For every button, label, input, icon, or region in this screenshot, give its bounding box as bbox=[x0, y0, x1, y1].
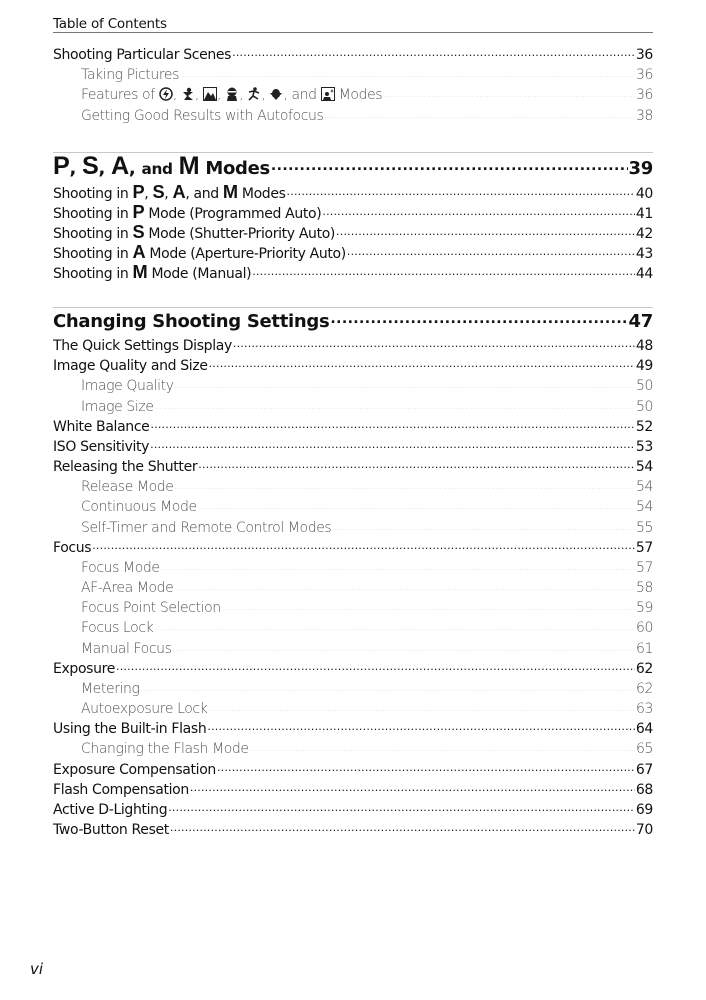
toc-entry[interactable] bbox=[81, 641, 653, 661]
toc-entry-page: 53 bbox=[635, 438, 653, 455]
label-text: , bbox=[98, 158, 106, 179]
leader-dots bbox=[347, 247, 635, 258]
toc-entry-page: 49 bbox=[635, 358, 653, 375]
toc-entry[interactable] bbox=[81, 701, 653, 721]
toc-entry-label: Taking Pictures bbox=[81, 67, 179, 83]
label-text: Shooting in bbox=[53, 186, 129, 202]
leader-dots bbox=[383, 92, 635, 99]
running-header-title: Table of Contents bbox=[53, 16, 167, 32]
leader-dots bbox=[141, 686, 635, 693]
mode-p-icon: P bbox=[132, 183, 145, 202]
chapter-heading[interactable] bbox=[53, 311, 653, 337]
toc-entry-label: Image Quality and Size bbox=[53, 358, 208, 375]
label-text: Shooting in bbox=[53, 206, 129, 222]
toc-entry-page: 54 bbox=[635, 459, 653, 475]
toc-entry-label: The Quick Settings Display bbox=[53, 338, 232, 354]
toc-entry-page: 43 bbox=[635, 246, 653, 262]
mode-p-icon: P bbox=[132, 203, 145, 222]
toc-entry-page: 68 bbox=[635, 781, 653, 798]
chapter-heading[interactable] bbox=[53, 154, 653, 180]
chapter-heading-label bbox=[53, 154, 270, 179]
toc-entry-label: Active D-Lighting bbox=[53, 801, 168, 818]
label-text: Shooting in bbox=[53, 266, 129, 282]
toc-entry[interactable] bbox=[53, 762, 653, 782]
toc-entry[interactable] bbox=[53, 223, 653, 243]
mode-s-icon: S bbox=[132, 223, 145, 242]
toc-entry-page: 36 bbox=[635, 47, 653, 63]
chapter-heading-label: Changing Shooting Settings bbox=[53, 311, 330, 332]
close-up-icon bbox=[269, 87, 283, 101]
toc-entry-page: 69 bbox=[635, 801, 653, 818]
leader-dots bbox=[92, 541, 635, 552]
toc-entry-label: Exposure bbox=[53, 660, 116, 677]
leader-dots bbox=[336, 227, 635, 238]
toc-entry-label: ISO Sensitivity bbox=[53, 438, 150, 455]
toc-entry-page: 55 bbox=[635, 519, 653, 536]
leader-dots bbox=[150, 420, 634, 431]
toc-entry-page: 40 bbox=[635, 186, 653, 202]
section-divider bbox=[53, 307, 653, 308]
leader-dots bbox=[170, 823, 635, 834]
toc-entry-label bbox=[53, 263, 251, 282]
leader-dots bbox=[116, 662, 635, 673]
mode-s-icon: S bbox=[152, 183, 165, 202]
portrait-icon bbox=[181, 87, 195, 101]
leader-dots bbox=[250, 746, 635, 753]
toc-entry-label: Exposure Compensation bbox=[53, 761, 216, 778]
chapter-heading-page: 39 bbox=[628, 158, 653, 179]
toc-entry-label: Releasing the Shutter bbox=[53, 459, 198, 475]
toc-entry[interactable] bbox=[81, 479, 653, 499]
toc-entry-page: 52 bbox=[635, 418, 653, 435]
toc-entry[interactable] bbox=[53, 358, 653, 378]
toc-entry-page: 54 bbox=[635, 499, 653, 516]
leader-dots bbox=[168, 803, 635, 814]
mode-p-icon: P bbox=[53, 154, 70, 180]
sports-icon bbox=[247, 87, 261, 101]
toc-entry-label: Manual Focus bbox=[81, 640, 172, 657]
leader-dots bbox=[209, 359, 635, 370]
leader-dots bbox=[208, 706, 635, 713]
toc-entry-page: 50 bbox=[635, 378, 653, 395]
toc-entry-page: 42 bbox=[635, 226, 653, 242]
label-text: and bbox=[141, 160, 173, 178]
toc-entry[interactable] bbox=[81, 620, 653, 640]
section-divider bbox=[53, 152, 653, 153]
toc-entry[interactable] bbox=[81, 520, 653, 540]
toc-entry[interactable] bbox=[53, 661, 653, 681]
leader-dots bbox=[174, 585, 635, 592]
mode-a-icon: A bbox=[172, 183, 186, 202]
label-text: , bbox=[128, 158, 136, 179]
toc-entry-label bbox=[53, 243, 346, 262]
label-text: , bbox=[69, 158, 77, 179]
toc-entry-label bbox=[53, 223, 335, 242]
leader-dots bbox=[324, 113, 635, 120]
toc-entry[interactable] bbox=[81, 560, 653, 580]
running-header bbox=[53, 13, 653, 33]
toc-entry-page: 41 bbox=[635, 206, 653, 222]
toc-entry-label: Continuous Mode bbox=[81, 499, 197, 516]
toc-entry[interactable] bbox=[53, 183, 653, 203]
toc-entry[interactable] bbox=[53, 263, 653, 283]
toc-entry-page: 59 bbox=[635, 600, 653, 617]
leader-dots bbox=[271, 160, 628, 174]
toc-entry-page: 57 bbox=[635, 559, 653, 576]
toc-entry-page: 70 bbox=[635, 822, 653, 839]
toc-entry-page: 63 bbox=[635, 701, 653, 718]
leader-dots bbox=[252, 267, 635, 278]
toc-entry-label: Focus bbox=[53, 539, 92, 556]
leader-dots bbox=[198, 460, 635, 471]
toc-entry-label: Getting Good Results with Autofocus bbox=[81, 108, 324, 124]
toc-entry[interactable] bbox=[81, 108, 653, 128]
toc-entry-label: Image Quality bbox=[81, 378, 174, 395]
toc-entry-label: Self-Timer and Remote Control Modes bbox=[81, 519, 332, 536]
toc-entry-page: 67 bbox=[635, 761, 653, 778]
leader-dots bbox=[232, 48, 635, 59]
toc-entry-page: 57 bbox=[635, 539, 653, 556]
mode-a-icon: A bbox=[111, 154, 129, 180]
toc-entry[interactable] bbox=[81, 378, 653, 398]
toc-entry-label: Two-Button Reset bbox=[53, 822, 169, 839]
toc-entry-label: Image Size bbox=[81, 398, 154, 415]
mode-a-icon: A bbox=[132, 243, 146, 262]
toc-entry[interactable] bbox=[53, 459, 653, 479]
toc-entry-page: 54 bbox=[635, 479, 653, 496]
toc-entry[interactable] bbox=[53, 47, 653, 67]
label-text: , and bbox=[185, 186, 219, 202]
child-icon bbox=[225, 87, 239, 101]
label-text: Mode (Manual) bbox=[151, 266, 252, 282]
toc-entry-label: Focus Point Selection bbox=[81, 600, 221, 617]
leader-dots bbox=[173, 646, 635, 653]
toc-entry-page: 62 bbox=[635, 680, 653, 697]
label-text: Mode (Aperture-Priority Auto) bbox=[149, 246, 346, 262]
toc-entry-label bbox=[53, 203, 321, 222]
toc-entry[interactable] bbox=[53, 721, 653, 741]
leader-dots bbox=[155, 404, 635, 411]
toc-entry[interactable] bbox=[53, 540, 653, 560]
toc-entry[interactable] bbox=[81, 741, 653, 761]
toc-entry-label: AF-Area Mode bbox=[81, 580, 174, 596]
toc-entry[interactable] bbox=[53, 243, 653, 263]
leader-dots bbox=[150, 440, 635, 451]
chapter-heading-page: 47 bbox=[628, 311, 653, 332]
label-text: , bbox=[144, 186, 149, 202]
label-text: Modes bbox=[205, 158, 270, 179]
leader-dots bbox=[175, 484, 635, 491]
leader-dots bbox=[287, 187, 635, 198]
label-text: Shooting in bbox=[53, 246, 129, 262]
label-text: and bbox=[291, 87, 317, 103]
toc-entry[interactable] bbox=[53, 439, 653, 459]
toc-entry[interactable] bbox=[53, 802, 653, 822]
toc-entry-label: Focus Mode bbox=[81, 559, 160, 576]
toc-entry-label: White Balance bbox=[53, 418, 150, 435]
toc-entry-label bbox=[53, 183, 286, 202]
toc-entry-page: 36 bbox=[635, 67, 653, 83]
leader-dots bbox=[180, 72, 635, 79]
toc-entry[interactable] bbox=[81, 681, 653, 701]
toc-entry[interactable] bbox=[53, 822, 653, 842]
page-number: vi bbox=[30, 960, 44, 978]
toc-entry-page: 62 bbox=[635, 660, 653, 677]
toc-entry-page: 64 bbox=[635, 721, 653, 738]
toc-entry-page: 36 bbox=[635, 87, 653, 103]
label-text: Modes bbox=[241, 186, 286, 202]
toc-entry[interactable] bbox=[53, 782, 653, 802]
leader-dots bbox=[161, 565, 635, 572]
toc-entry[interactable] bbox=[81, 499, 653, 519]
night-portrait-icon bbox=[321, 87, 335, 101]
toc-entry-label: Flash Compensation bbox=[53, 781, 189, 798]
leader-dots bbox=[175, 383, 635, 390]
leader-dots bbox=[222, 605, 635, 612]
toc-entry-label: Using the Built-in Flash bbox=[53, 721, 207, 738]
toc-entry[interactable] bbox=[81, 580, 653, 600]
toc-entry-label: Metering bbox=[81, 680, 140, 697]
leader-dots bbox=[198, 504, 635, 511]
mode-m-icon: M bbox=[178, 154, 200, 180]
leader-dots bbox=[233, 339, 635, 350]
toc-entry[interactable] bbox=[81, 600, 653, 620]
auto-flash-off-icon bbox=[159, 87, 173, 101]
toc-entry-page: 50 bbox=[635, 398, 653, 415]
leader-dots bbox=[154, 625, 635, 632]
toc-entry[interactable] bbox=[81, 399, 653, 419]
toc-entry-label: Shooting Particular Scenes bbox=[53, 47, 232, 63]
toc-entry-page: 60 bbox=[635, 620, 653, 637]
label-text: , bbox=[164, 186, 169, 202]
toc-entry-page: 61 bbox=[635, 640, 653, 657]
toc-entry-label: Changing the Flash Mode bbox=[81, 741, 249, 758]
mode-m-icon: M bbox=[132, 263, 148, 282]
toc-entry-label: Autoexposure Lock bbox=[81, 701, 208, 718]
toc-entry-page: 48 bbox=[635, 338, 653, 354]
toc-entry[interactable] bbox=[53, 419, 653, 439]
leader-dots bbox=[322, 207, 634, 218]
toc-entry[interactable] bbox=[81, 87, 653, 107]
toc-entry-page: 65 bbox=[635, 741, 653, 758]
label-text: Mode (Shutter-Priority Auto) bbox=[148, 226, 336, 242]
leader-dots bbox=[190, 783, 635, 794]
leader-dots bbox=[217, 763, 635, 774]
landscape-icon bbox=[203, 87, 217, 101]
toc-entry-page: 58 bbox=[635, 580, 653, 596]
leader-dots bbox=[330, 313, 627, 327]
label-text: Mode (Programmed Auto) bbox=[148, 206, 322, 222]
toc-entry-page: 44 bbox=[635, 266, 653, 282]
mode-s-icon: S bbox=[82, 154, 99, 180]
label-text: Modes bbox=[338, 87, 383, 103]
toc-entry-label: Release Mode bbox=[81, 479, 174, 496]
leader-dots bbox=[332, 525, 635, 532]
label-text: Shooting in bbox=[53, 226, 129, 242]
toc-entry-label: Features of , , , , , , and Modes bbox=[81, 87, 383, 103]
toc-entry[interactable] bbox=[81, 67, 653, 87]
toc-entry-label: Focus Lock bbox=[81, 620, 154, 637]
label-text: Features of bbox=[81, 87, 155, 103]
leader-dots bbox=[207, 722, 635, 733]
toc-entry[interactable] bbox=[53, 203, 653, 223]
toc-entry-page: 38 bbox=[635, 108, 653, 124]
toc-entry[interactable] bbox=[53, 338, 653, 358]
mode-m-icon: M bbox=[222, 183, 238, 202]
